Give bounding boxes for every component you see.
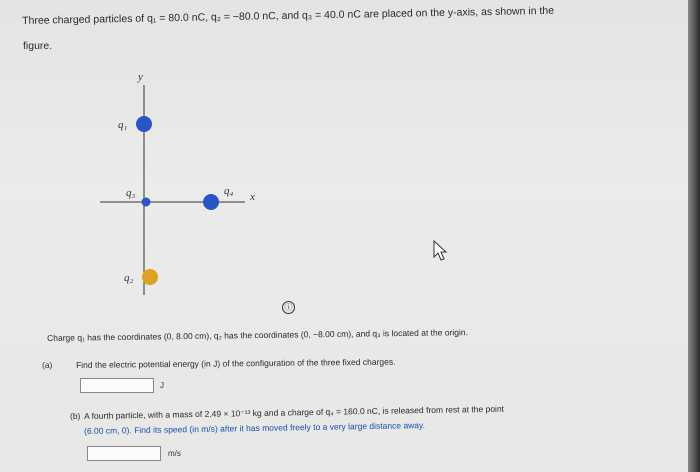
q4-label: q₄: [224, 185, 234, 197]
part-b-line1: A fourth particle, with a mass of 2.49 × 10⁻¹³ kg and a charge of q₄ = 160.0 nC, is released from rest at the point: [84, 403, 505, 421]
part-a-question: Find the electric potential energy (in J) of the configuration of the three fixed charges.: [76, 356, 396, 370]
x-axis-label: x: [250, 191, 255, 203]
charge-q3: [142, 198, 151, 207]
info-icon[interactable]: ⓘ: [282, 301, 295, 314]
q2-label: q₂: [124, 272, 134, 284]
part-b-line2: (6.00 cm, 0). Find its speed (in m/s) after it has moved freely to a very large distance away.: [84, 420, 426, 436]
problem-intro-cont: figure.: [23, 40, 53, 52]
charge-figure: [90, 70, 290, 300]
mouse-cursor-icon: [432, 240, 448, 262]
problem-statement: Charge q₁ has the coordinates (0, 8.00 cm), q₂ has the coordinates (0, −8.00 cm), and q₃ is located at the origin.: [47, 327, 469, 343]
part-a-unit: J: [160, 381, 164, 390]
q1-label: q₁: [118, 119, 128, 131]
monitor-edge: [688, 0, 700, 472]
part-a-answer-input[interactable]: [80, 378, 154, 393]
y-axis-label: y: [138, 71, 143, 83]
q3-label: q₃: [126, 187, 136, 199]
part-b-answer-input[interactable]: [87, 446, 161, 461]
problem-intro: Three charged particles of q₁ = 80.0 nC, q₂ = −80.0 nC, and q₃ = 40.0 nC are placed on the y-axis, as shown in the: [22, 4, 555, 27]
charge-q1: [136, 116, 152, 132]
charge-q2: [142, 269, 158, 285]
charge-q4: [203, 194, 219, 210]
part-a-label: (a): [42, 360, 53, 370]
part-b-unit: m/s: [168, 449, 181, 458]
part-b-label: (b): [70, 411, 81, 421]
